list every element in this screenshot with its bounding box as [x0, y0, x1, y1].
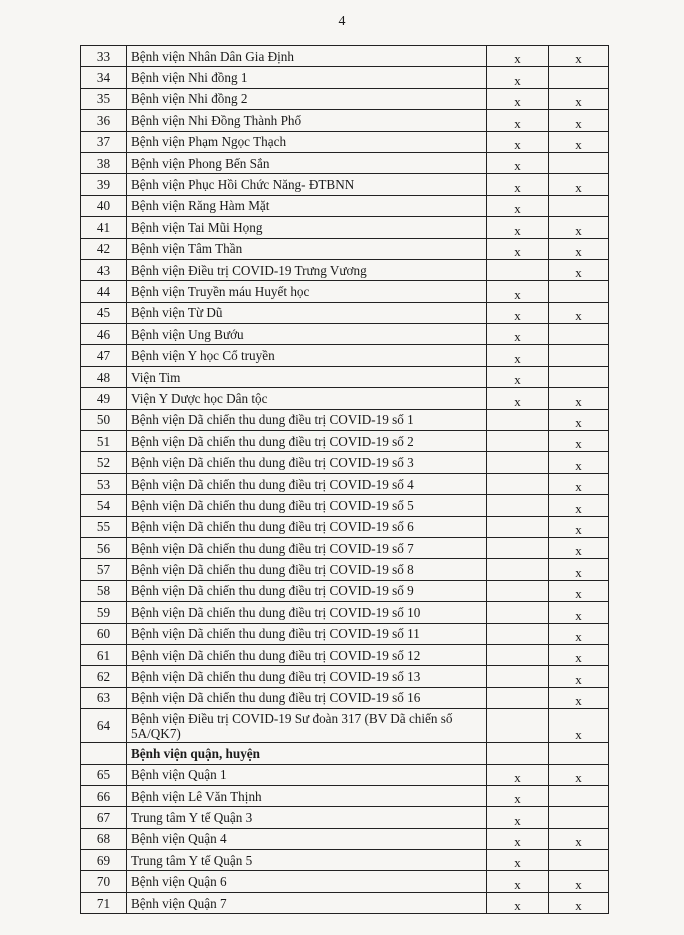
hospital-name-cell: Bệnh viện Dã chiến thu dung điều trị COVID-19 số 11 — [127, 623, 487, 644]
table-row — [81, 623, 609, 644]
mark-cell-b — [549, 743, 609, 764]
row-number-cell: 42 — [81, 238, 127, 259]
mark-cell-b — [549, 785, 609, 806]
row-number-cell: 46 — [81, 324, 127, 345]
mark-cell-a: x — [487, 807, 549, 828]
table-row — [81, 131, 609, 152]
table-row — [81, 110, 609, 131]
hospital-name-cell: Bệnh viện Dã chiến thu dung điều trị COVID-19 số 12 — [127, 644, 487, 665]
mark-cell-b: x — [549, 623, 609, 644]
mark-cell-a: x — [487, 785, 549, 806]
table-row — [81, 495, 609, 516]
row-number-cell: 43 — [81, 259, 127, 280]
mark-cell-a: x — [487, 152, 549, 173]
hospital-name-cell: Bệnh viện Quận 4 — [127, 828, 487, 849]
mark-cell-a: x — [487, 174, 549, 195]
table-row — [81, 366, 609, 387]
mark-cell-a: x — [487, 871, 549, 892]
table-row — [81, 259, 609, 280]
table-row — [81, 559, 609, 580]
hospital-name-cell: Bệnh viện Từ Dũ — [127, 302, 487, 323]
mark-cell-a — [487, 743, 549, 764]
row-number-cell: 41 — [81, 217, 127, 238]
table-row — [81, 195, 609, 216]
row-number-cell: 39 — [81, 174, 127, 195]
row-number-cell: 71 — [81, 892, 127, 913]
hospital-name-cell: Bệnh viện Nhi Đồng Thành Phố — [127, 110, 487, 131]
hospital-name-cell: Bệnh viện Dã chiến thu dung điều trị COVID-19 số 13 — [127, 666, 487, 687]
row-number-cell: 70 — [81, 871, 127, 892]
table-row — [81, 850, 609, 871]
table-row — [81, 345, 609, 366]
table-row — [81, 666, 609, 687]
mark-cell-b: x — [549, 110, 609, 131]
row-number-cell: 50 — [81, 409, 127, 430]
hospital-name-cell: Bệnh viện Phục Hồi Chức Năng- ĐTBNN — [127, 174, 487, 195]
mark-cell-b: x — [549, 828, 609, 849]
row-number-cell: 53 — [81, 473, 127, 494]
hospital-name-cell: Bệnh viện Quận 1 — [127, 764, 487, 785]
row-number-cell: 38 — [81, 152, 127, 173]
mark-cell-b — [549, 366, 609, 387]
mark-cell-a — [487, 666, 549, 687]
section-row — [81, 743, 609, 764]
mark-cell-a — [487, 473, 549, 494]
row-number-cell: 64 — [81, 709, 127, 743]
row-number-cell: 37 — [81, 131, 127, 152]
mark-cell-a: x — [487, 850, 549, 871]
hospital-name-cell: Bệnh viện Dã chiến thu dung điều trị COVID-19 số 7 — [127, 537, 487, 558]
mark-cell-a: x — [487, 324, 549, 345]
mark-cell-b: x — [549, 516, 609, 537]
row-number-cell: 67 — [81, 807, 127, 828]
row-number-cell — [81, 743, 127, 764]
mark-cell-a: x — [487, 67, 549, 88]
mark-cell-b — [549, 807, 609, 828]
mark-cell-b: x — [549, 644, 609, 665]
hospital-table-body — [81, 46, 609, 914]
hospital-name-cell: Bệnh viện Nhân Dân Gia Định — [127, 46, 487, 67]
row-number-cell: 58 — [81, 580, 127, 601]
row-number-cell: 62 — [81, 666, 127, 687]
row-number-cell: 56 — [81, 537, 127, 558]
hospital-name-cell: Bệnh viện Dã chiến thu dung điều trị COVID-19 số 3 — [127, 452, 487, 473]
mark-cell-a — [487, 644, 549, 665]
row-number-cell: 51 — [81, 431, 127, 452]
table-row — [81, 409, 609, 430]
row-number-cell: 45 — [81, 302, 127, 323]
table-row — [81, 67, 609, 88]
row-number-cell: 49 — [81, 388, 127, 409]
mark-cell-b — [549, 195, 609, 216]
mark-cell-a — [487, 537, 549, 558]
mark-cell-b: x — [549, 687, 609, 708]
table-row — [81, 602, 609, 623]
hospital-name-cell: Bệnh viện Truyền máu Huyết học — [127, 281, 487, 302]
mark-cell-b: x — [549, 302, 609, 323]
row-number-cell: 55 — [81, 516, 127, 537]
mark-cell-a: x — [487, 388, 549, 409]
row-number-cell: 61 — [81, 644, 127, 665]
table-row — [81, 302, 609, 323]
mark-cell-b: x — [549, 602, 609, 623]
mark-cell-b: x — [549, 388, 609, 409]
mark-cell-b: x — [549, 764, 609, 785]
row-number-cell: 66 — [81, 785, 127, 806]
hospital-name-cell: Viện Tim — [127, 366, 487, 387]
table-row — [81, 324, 609, 345]
mark-cell-a — [487, 687, 549, 708]
page-number: 4 — [338, 14, 346, 29]
row-number-cell: 40 — [81, 195, 127, 216]
hospital-name-cell: Viện Y Dược học Dân tộc — [127, 388, 487, 409]
table-row — [81, 709, 609, 743]
hospital-name-cell: Bệnh viện Dã chiến thu dung điều trị COVID-19 số 16 — [127, 687, 487, 708]
mark-cell-b: x — [549, 580, 609, 601]
table-row — [81, 152, 609, 173]
mark-cell-a: x — [487, 366, 549, 387]
mark-cell-a: x — [487, 302, 549, 323]
mark-cell-b — [549, 152, 609, 173]
table-row — [81, 580, 609, 601]
table-row — [81, 828, 609, 849]
table-row — [81, 452, 609, 473]
table-row — [81, 388, 609, 409]
mark-cell-a: x — [487, 892, 549, 913]
table-row — [81, 644, 609, 665]
hospital-name-cell: Bệnh viện Tai Mũi Họng — [127, 217, 487, 238]
hospital-name-cell: Trung tâm Y tế Quận 3 — [127, 807, 487, 828]
row-number-cell: 63 — [81, 687, 127, 708]
mark-cell-a — [487, 602, 549, 623]
hospital-name-cell: Bệnh viện Quận 7 — [127, 892, 487, 913]
table-row — [81, 785, 609, 806]
mark-cell-b: x — [549, 709, 609, 743]
mark-cell-b — [549, 324, 609, 345]
mark-cell-b: x — [549, 537, 609, 558]
hospital-name-cell: Bệnh viện Dã chiến thu dung điều trị COVID-19 số 4 — [127, 473, 487, 494]
hospital-name-cell: Bệnh viện Điều trị COVID-19 Sư đoàn 317 (BV Dã chiến số 5A/QK7) — [127, 709, 487, 743]
mark-cell-a — [487, 709, 549, 743]
mark-cell-a — [487, 516, 549, 537]
mark-cell-a: x — [487, 46, 549, 67]
table-row — [81, 431, 609, 452]
table-row — [81, 687, 609, 708]
table-row — [81, 238, 609, 259]
row-number-cell: 68 — [81, 828, 127, 849]
row-number-cell: 69 — [81, 850, 127, 871]
row-number-cell: 60 — [81, 623, 127, 644]
table-row — [81, 871, 609, 892]
mark-cell-b: x — [549, 409, 609, 430]
row-number-cell: 35 — [81, 88, 127, 109]
table-row — [81, 217, 609, 238]
hospital-name-cell: Bệnh viện Dã chiến thu dung điều trị COVID-19 số 10 — [127, 602, 487, 623]
mark-cell-b: x — [549, 88, 609, 109]
hospital-name-cell: Trung tâm Y tế Quận 5 — [127, 850, 487, 871]
row-number-cell: 44 — [81, 281, 127, 302]
table-row — [81, 807, 609, 828]
hospital-name-cell: Bệnh viện Nhi đồng 1 — [127, 67, 487, 88]
hospital-name-cell: Bệnh viện Ung Bướu — [127, 324, 487, 345]
hospital-name-cell: Bệnh viện Tâm Thần — [127, 238, 487, 259]
row-number-cell: 48 — [81, 366, 127, 387]
mark-cell-a — [487, 409, 549, 430]
hospital-name-cell: Bệnh viện Dã chiến thu dung điều trị COVID-19 số 5 — [127, 495, 487, 516]
hospital-name-cell: Bệnh viện Lê Văn Thịnh — [127, 785, 487, 806]
table-row — [81, 473, 609, 494]
table-row — [81, 516, 609, 537]
mark-cell-b — [549, 281, 609, 302]
mark-cell-a — [487, 623, 549, 644]
mark-cell-b: x — [549, 46, 609, 67]
hospital-name-cell: Bệnh viện Quận 6 — [127, 871, 487, 892]
mark-cell-b: x — [549, 174, 609, 195]
row-number-cell: 52 — [81, 452, 127, 473]
hospital-name-cell: Bệnh viện Điều trị COVID-19 Trưng Vương — [127, 259, 487, 280]
mark-cell-a: x — [487, 110, 549, 131]
mark-cell-a — [487, 495, 549, 516]
mark-cell-a: x — [487, 238, 549, 259]
row-number-cell: 65 — [81, 764, 127, 785]
mark-cell-b: x — [549, 238, 609, 259]
mark-cell-b — [549, 67, 609, 88]
mark-cell-b — [549, 850, 609, 871]
mark-cell-b: x — [549, 892, 609, 913]
row-number-cell: 33 — [81, 46, 127, 67]
mark-cell-a: x — [487, 88, 549, 109]
hospital-name-cell: Bệnh viện Dã chiến thu dung điều trị COVID-19 số 2 — [127, 431, 487, 452]
mark-cell-b: x — [549, 473, 609, 494]
mark-cell-a — [487, 431, 549, 452]
hospital-name-cell: Bệnh viện Dã chiến thu dung điều trị COVID-19 số 6 — [127, 516, 487, 537]
mark-cell-b: x — [549, 259, 609, 280]
hospital-name-cell: Bệnh viện Răng Hàm Mặt — [127, 195, 487, 216]
table-row — [81, 892, 609, 913]
mark-cell-b: x — [549, 452, 609, 473]
hospital-name-cell: Bệnh viện Dã chiến thu dung điều trị COVID-19 số 1 — [127, 409, 487, 430]
hospital-name-cell: Bệnh viện Dã chiến thu dung điều trị COVID-19 số 9 — [127, 580, 487, 601]
mark-cell-a: x — [487, 217, 549, 238]
mark-cell-b: x — [549, 495, 609, 516]
mark-cell-a: x — [487, 195, 549, 216]
table-row — [81, 764, 609, 785]
mark-cell-a: x — [487, 345, 549, 366]
hospital-name-cell: Bệnh viện Phong Bến Sắn — [127, 152, 487, 173]
table-row — [81, 46, 609, 67]
row-number-cell: 59 — [81, 602, 127, 623]
table-row — [81, 174, 609, 195]
mark-cell-a: x — [487, 828, 549, 849]
section-title-cell: Bệnh viện quận, huyện — [127, 743, 487, 764]
table-row — [81, 281, 609, 302]
mark-cell-a — [487, 259, 549, 280]
mark-cell-a — [487, 452, 549, 473]
mark-cell-b: x — [549, 871, 609, 892]
row-number-cell: 57 — [81, 559, 127, 580]
mark-cell-a: x — [487, 764, 549, 785]
hospital-name-cell: Bệnh viện Nhi đồng 2 — [127, 88, 487, 109]
mark-cell-b: x — [549, 217, 609, 238]
mark-cell-b: x — [549, 131, 609, 152]
hospital-name-cell: Bệnh viện Y học Cổ truyền — [127, 345, 487, 366]
mark-cell-a — [487, 559, 549, 580]
table-row — [81, 537, 609, 558]
hospital-table — [80, 45, 609, 914]
mark-cell-a: x — [487, 131, 549, 152]
row-number-cell: 36 — [81, 110, 127, 131]
row-number-cell: 47 — [81, 345, 127, 366]
mark-cell-b — [549, 345, 609, 366]
mark-cell-b: x — [549, 431, 609, 452]
mark-cell-b: x — [549, 666, 609, 687]
table-row — [81, 88, 609, 109]
mark-cell-b: x — [549, 559, 609, 580]
row-number-cell: 34 — [81, 67, 127, 88]
row-number-cell: 54 — [81, 495, 127, 516]
hospital-name-cell: Bệnh viện Phạm Ngọc Thạch — [127, 131, 487, 152]
hospital-name-cell: Bệnh viện Dã chiến thu dung điều trị COVID-19 số 8 — [127, 559, 487, 580]
mark-cell-a — [487, 580, 549, 601]
mark-cell-a: x — [487, 281, 549, 302]
